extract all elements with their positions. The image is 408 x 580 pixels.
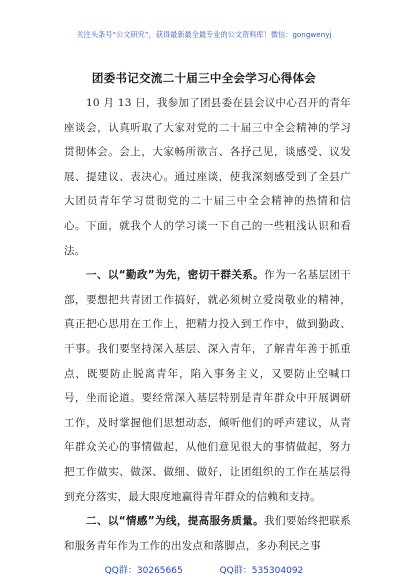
paragraph-text: 作为一名基层团干部，要想把共青团工作搞好，就必须树立爱岗敬业的精神，真正把心思用在工作上，把精力投入到工作中，做到勤政、干事。我们要坚持深入基层、深入青年，了解青年善于抓重点，既要防止脱离青年，陷入事务主义，又要防止空喊口号，坐而论道。要经常深入基层特别是青年群众中开展调研工作，及时掌握他们思想动态，倾听他们的呼声建议，从青年群众关心的事情做起，从他们意见很大的事情做起，努力把工作做实、做深、做细、做好，让团组织的工作在基层得到充分落实，最大限度地赢得青年群众的信赖和支持。 — [64, 269, 351, 503]
document-body — [64, 91, 351, 558]
footer-contacts — [0, 563, 408, 576]
paragraph-text: 10 月 13 日，我参加了团县委在县会议中心召开的青年座谈会，认真听取了大家对党的二十届三中全会精神的学习贯彻体会。会上，大家畅所欲言、各抒己见，谈感受、议发展、提建议、表决心。通过座谈，使我深刻感受到了全县广大团员青年学习贯彻党的二十届三中全会精神的热情和信心。下面，就我个人的学习谈一下自己的一些粗浅认识和看法。 — [64, 97, 351, 257]
footer-qq-group-1: QQ群：30265665 — [104, 566, 183, 576]
paragraph-2 — [64, 263, 351, 509]
header-banner: 关注头条号“公文研究”，获得最新最全最专业的公文资料库！微信：gongwenyj — [76, 30, 332, 39]
paragraph-lead: 二、以“情感”为线，提高服务质量。 — [86, 515, 265, 528]
footer-qq-group-2: QQ群：535304092 — [219, 566, 304, 576]
page-title: 团委书记交流二十届三中全会学习心得体会 — [91, 71, 317, 85]
paragraph-text: 我们要始终把联系和服务青年作为工作的出发点和落脚点，多办利民之事 — [64, 515, 351, 552]
paragraph-3 — [64, 509, 351, 558]
paragraph-1 — [64, 91, 351, 263]
paragraph-lead: 一、以“勤政”为先，密切干群关系。 — [86, 269, 265, 282]
